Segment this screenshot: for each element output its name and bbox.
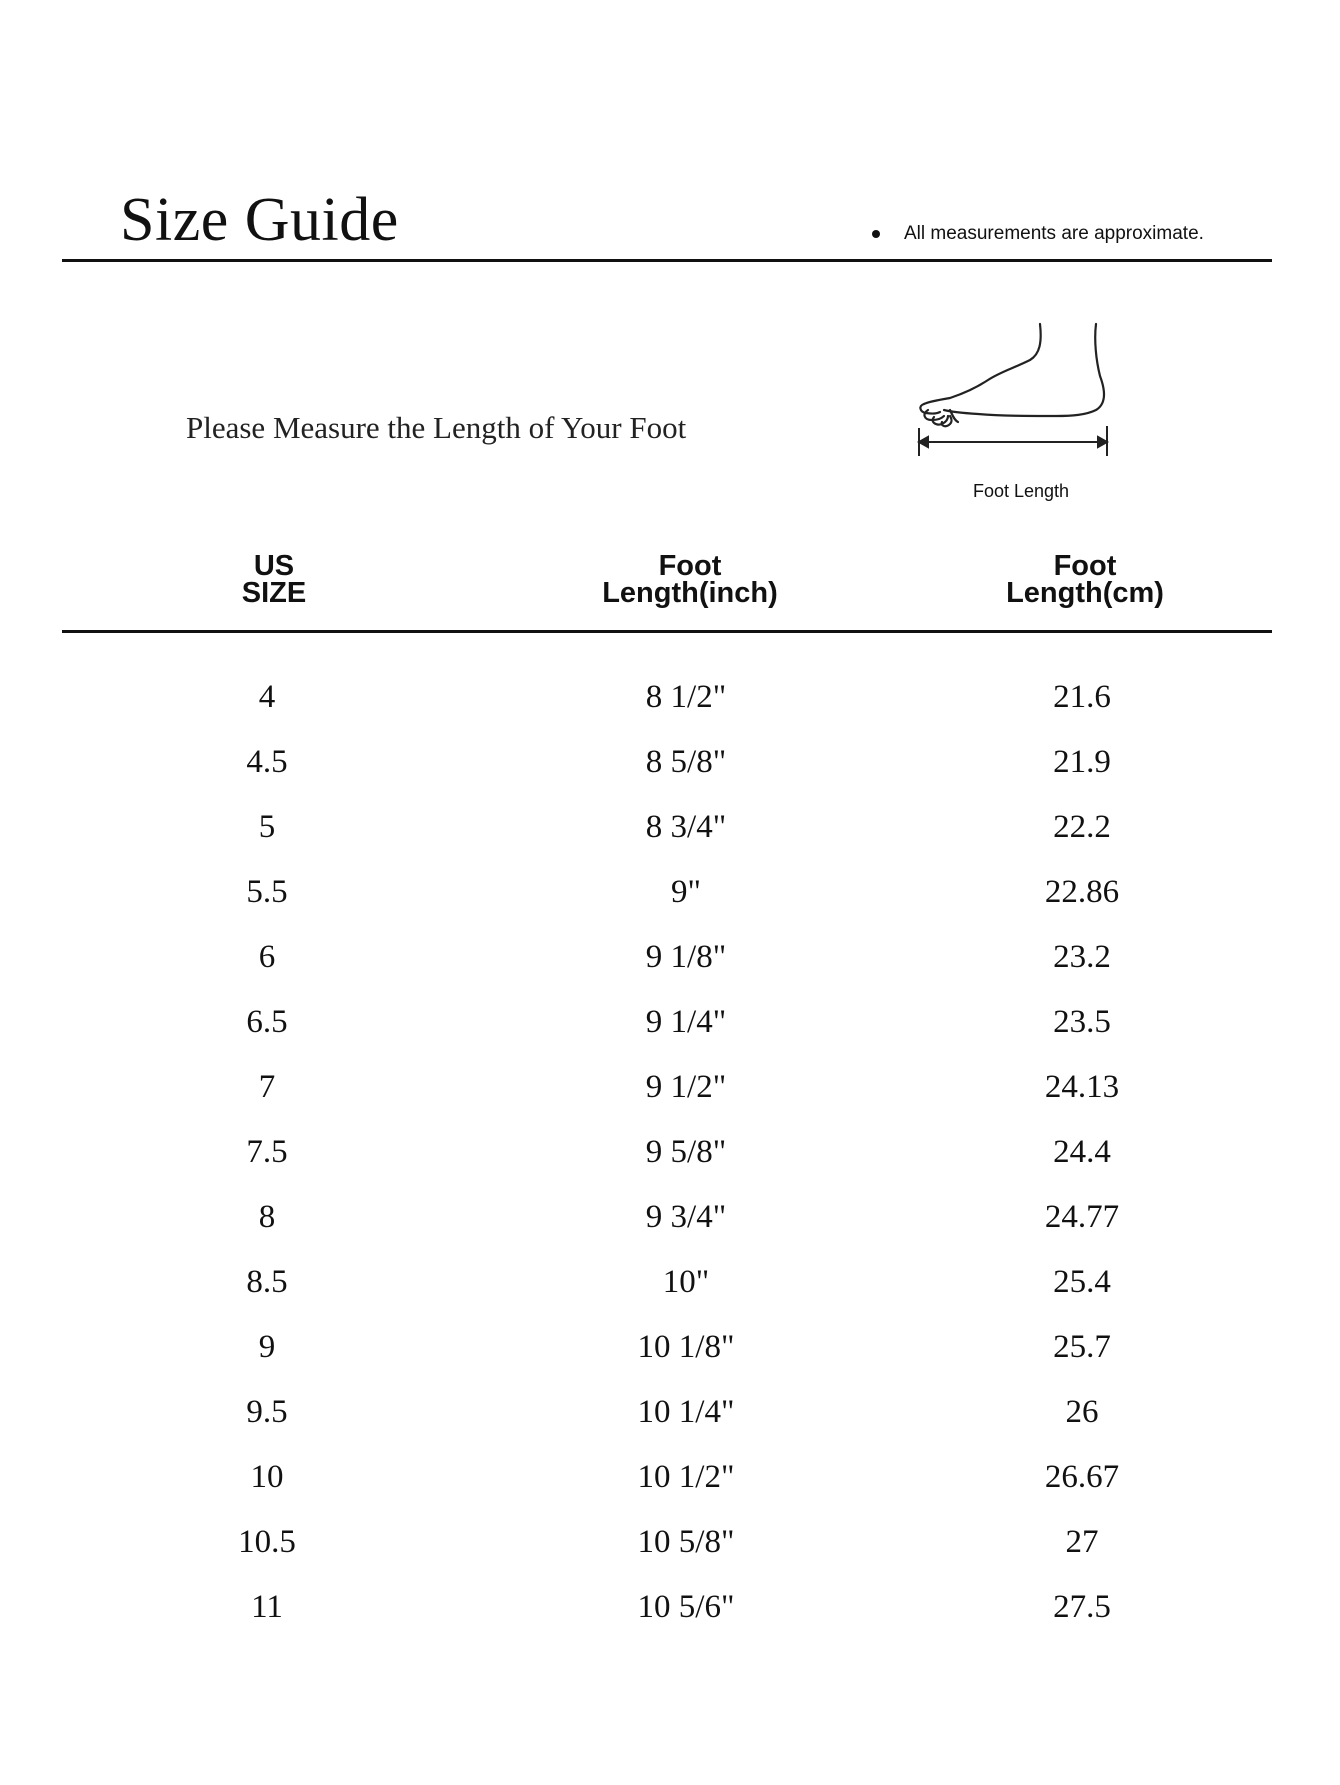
column-header-line: Length(cm)	[1006, 577, 1164, 609]
cell-foot-length-cm: 26.67	[1044, 1459, 1120, 1495]
size-table-body	[0, 664, 1340, 1639]
cell-foot-length-cm: 22.2	[1053, 809, 1111, 845]
cell-foot-length-cm: 24.13	[1044, 1069, 1120, 1105]
cell-us-size: 8	[258, 1199, 276, 1235]
cell-foot-length-inch: 9 1/8"	[645, 939, 727, 975]
cell-us-size: 10	[250, 1459, 284, 1495]
cell-foot-length-cm: 23.2	[1053, 939, 1111, 975]
measurement-note-text: All measurements are approximate.	[904, 223, 1204, 244]
cell-foot-length-cm: 26	[1065, 1394, 1099, 1430]
table-row	[0, 1054, 1340, 1119]
measurement-note	[872, 222, 1204, 246]
cell-foot-length-inch: 10 1/2"	[637, 1459, 735, 1495]
table-row	[0, 1314, 1340, 1379]
cell-foot-length-inch: 9 5/8"	[645, 1134, 727, 1170]
cell-foot-length-inch: 10 5/8"	[637, 1524, 735, 1560]
column-header-line: Foot	[658, 550, 722, 582]
cell-foot-length-inch: 9 1/4"	[645, 1004, 727, 1040]
bullet-icon	[872, 230, 880, 238]
cell-foot-length-inch: 9"	[671, 874, 701, 910]
foot-outline-icon	[916, 316, 1126, 466]
cell-foot-length-inch: 8 1/2"	[645, 679, 727, 715]
column-header-us-size	[109, 550, 439, 609]
cell-foot-length-cm: 23.5	[1053, 1004, 1111, 1040]
page-title: Size Guide	[120, 186, 399, 254]
table-row	[0, 1574, 1340, 1639]
instruction-text: Please Measure the Length of Your Foot	[186, 410, 687, 445]
table-row	[0, 1444, 1340, 1509]
cell-us-size: 6.5	[246, 1004, 288, 1040]
cell-foot-length-inch: 8 3/4"	[645, 809, 727, 845]
cell-foot-length-cm: 27.5	[1053, 1589, 1111, 1625]
cell-us-size: 11	[251, 1589, 283, 1625]
cell-foot-length-cm: 24.4	[1053, 1134, 1111, 1170]
header-divider	[62, 259, 1272, 262]
cell-us-size: 7	[258, 1069, 276, 1105]
cell-us-size: 6	[258, 939, 276, 975]
cell-us-size: 4.5	[246, 744, 288, 780]
column-header-cm	[920, 550, 1250, 609]
cell-foot-length-inch: 9 3/4"	[645, 1199, 727, 1235]
cell-foot-length-cm: 24.77	[1044, 1199, 1120, 1235]
cell-us-size: 5.5	[246, 874, 288, 910]
table-row	[0, 729, 1340, 794]
table-row	[0, 1184, 1340, 1249]
cell-foot-length-cm: 21.6	[1053, 679, 1111, 715]
cell-foot-length-inch: 8 5/8"	[645, 744, 727, 780]
table-row	[0, 859, 1340, 924]
cell-foot-length-cm: 25.7	[1053, 1329, 1111, 1365]
cell-foot-length-cm: 25.4	[1053, 1264, 1111, 1300]
column-header-line: Length(inch)	[602, 577, 778, 609]
table-row	[0, 1119, 1340, 1184]
table-row	[0, 794, 1340, 859]
cell-us-size: 5	[258, 809, 276, 845]
table-row	[0, 1249, 1340, 1314]
column-header-line: Foot	[1053, 550, 1117, 582]
cell-foot-length-cm: 27	[1065, 1524, 1099, 1560]
column-header-line: US	[253, 550, 295, 582]
cell-us-size: 7.5	[246, 1134, 288, 1170]
cell-foot-length-inch: 9 1/2"	[645, 1069, 727, 1105]
cell-foot-length-inch: 10"	[662, 1264, 710, 1300]
cell-us-size: 9	[258, 1329, 276, 1365]
table-row	[0, 664, 1340, 729]
table-row	[0, 1509, 1340, 1574]
foot-length-caption: Foot Length	[972, 481, 1070, 501]
table-header-divider	[62, 630, 1272, 633]
column-header-inch	[525, 550, 855, 609]
table-row	[0, 989, 1340, 1054]
table-row	[0, 924, 1340, 989]
table-row	[0, 1379, 1340, 1444]
cell-foot-length-cm: 22.86	[1044, 874, 1120, 910]
cell-us-size: 4	[258, 679, 276, 715]
foot-diagram	[916, 316, 1126, 506]
cell-foot-length-cm: 21.9	[1053, 744, 1111, 780]
cell-foot-length-inch: 10 1/4"	[637, 1394, 735, 1430]
column-header-line: SIZE	[241, 577, 307, 609]
cell-foot-length-inch: 10 5/6"	[637, 1589, 735, 1625]
cell-us-size: 10.5	[238, 1524, 296, 1560]
cell-foot-length-inch: 10 1/8"	[637, 1329, 735, 1365]
cell-us-size: 9.5	[246, 1394, 288, 1430]
cell-us-size: 8.5	[246, 1264, 288, 1300]
